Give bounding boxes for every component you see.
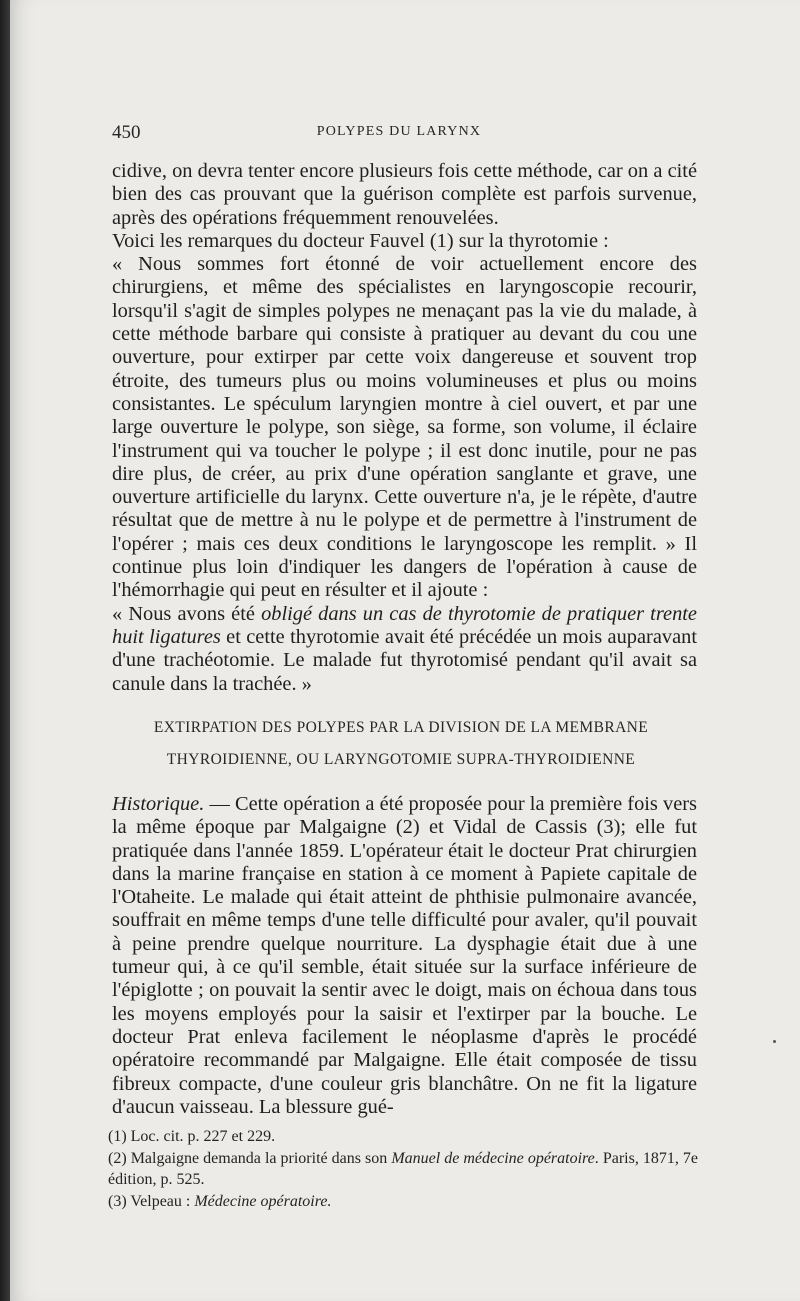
ink-speck bbox=[773, 1040, 776, 1043]
section-heading-line2: THYROIDIENNE, OU LARYNGOTOMIE SUPRA-THYROIDIENNE bbox=[166, 751, 636, 768]
ligatures-start: « Nous avons été bbox=[112, 602, 262, 625]
ligatures-italic: obligé dans un cas de thyrotomie de pratiquer trente huit ligatures bbox=[112, 602, 697, 648]
body-text-historique bbox=[112, 793, 697, 1119]
historique-lead: Historique. bbox=[112, 793, 205, 815]
footnote-2-start: (2) Malgaigne demanda la priorité dans son bbox=[108, 1149, 392, 1167]
section-heading-line1: EXTIRPATION DES POLYPES PAR LA DIVISION DE LA MEMBRANE bbox=[153, 719, 649, 736]
body-text-top bbox=[112, 160, 697, 696]
page-number: 450 bbox=[112, 122, 141, 143]
historique-text: — Cette opération a été proposée pour la première fois vers la même époque par Malgaigne (2) et Vidal de Cassis (3); elle fut pratiquée dans l'année 1859. L'opérateur était le docteur Prat chirurgien dans la marine française en station à ce moment à Papiete capitale de l'Otaheite. Le malade qui était atteint de phthisie pulmonaire avancée, souffrait en même temps d'une telle difficulté pour avaler, qu'il pouvait à peine prendre quelque nourriture. La dysphagie était due à une tumeur qui, à ce qu'il semble, était située sur la surface inférieure de l'épiglotte ; on pouvait la sentir avec le doigt, mais on échoua dans tous les moyens employés pour la saisir et l'extirper par la bouche. Le docteur Prat enleva facilement le néoplasme d'après le procédé opératoire recommandé par Malgaigne. Elle était composée de tissu fibreux compacte, d'une couleur gris blanchâtre. On ne fit la ligature d'aucun vaisseau. La blessure gué- bbox=[112, 793, 697, 1118]
footnote-2-end: . Paris, 1871, 7e édition, p. 525. bbox=[108, 1149, 699, 1188]
footnote-3-italic: Médecine opératoire. bbox=[194, 1192, 332, 1210]
paragraph-fauvel-intro: Voici les remarques du docteur Fauvel (1) sur la thyrotomie : bbox=[112, 229, 609, 252]
footnote-3 bbox=[108, 1191, 698, 1213]
footnote-2 bbox=[108, 1148, 698, 1191]
ligatures-end: et cette thyrotomie avait été précédée un mois auparavant d'une trachéotomie. Le malade fut thyrotomisé pendant qu'il avait sa canule dans la trachée. » bbox=[112, 625, 697, 695]
section-heading bbox=[118, 712, 684, 776]
page-edge bbox=[0, 0, 10, 1301]
running-title: POLYPES DU LARYNX bbox=[316, 124, 482, 139]
footnote-1: (1) Loc. cit. p. 227 et 229. bbox=[108, 1128, 276, 1145]
paragraph-ligatures bbox=[112, 603, 697, 696]
running-head bbox=[104, 122, 694, 146]
footnotes bbox=[108, 1126, 698, 1212]
paragraph-continuation: cidive, on devra tenter encore plusieurs fois cette méthode, car on a cité bien des cas prouvant que la guérison complète est parfois survenue, après des opérations fréquemment renouvelées. bbox=[112, 160, 697, 229]
footnote-2-italic: Manuel de médecine opératoire bbox=[391, 1149, 595, 1167]
footnote-3-start: (3) Velpeau : bbox=[108, 1192, 195, 1210]
paragraph-fauvel-quote: « Nous sommes fort étonné de voir actuellement encore des chirurgiens, et même des spécialistes en laryngoscopie recourir, lorsqu'il s'agit de simples polypes ne menaçant pas la vie du malade, à cette méthode barbare qui consiste à pratiquer au devant du cou une ouverture, pour extirper par cette voix dangereuse et souvent trop étroite, des tumeurs plus ou moins volumineuses et plus ou moins consistantes. Le spéculum laryngien montre à ciel ouvert, et par une large ouverture le polype, son siège, sa forme, son volume, il éclaire l'instrument qui va toucher le polype ; il est donc inutile, pour ne pas dire plus, de créer, au prix d'une opération sanglante et grave, une ouverture artificielle du larynx. Cette ouverture n'a, je le répète, d'autre résultat que de mettre à nu le polype et de permettre à l'instrument de l'opérer ; mais ces deux conditions le laryngoscope les remplit. » Il continue plus loin d'indiquer les dangers de l'opération à cause de l'hémorrhagie qui peut en résulter et il ajoute : bbox=[112, 253, 697, 602]
paragraph-historique bbox=[112, 793, 697, 1119]
